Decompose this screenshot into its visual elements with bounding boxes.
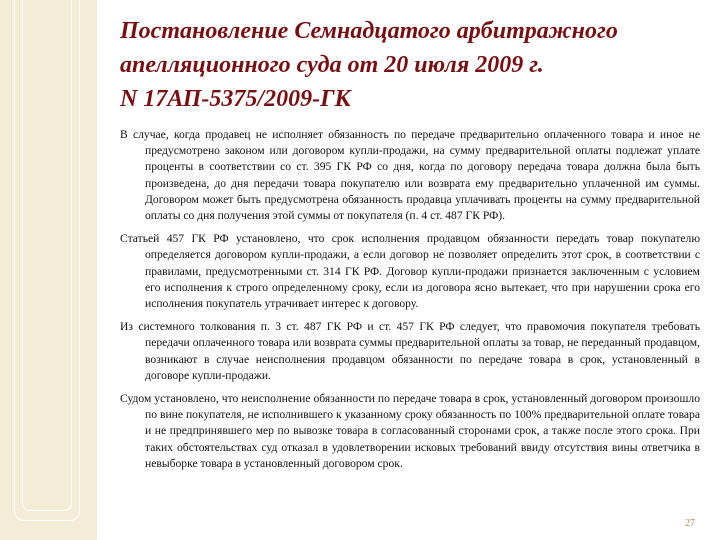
title-line-2: апелляционного суда от 20 июля 2009 г. xyxy=(120,52,544,78)
page-number: 27 xyxy=(685,518,695,529)
title-line-3: N 17АП-5375/2009-ГК xyxy=(120,86,351,112)
paragraph-1: В случае, когда продавец не исполняет обязанность по передаче предварительно оплаченного товара и иное не предусмотрено законом или договором купли-продажи, на сумму предварительной оплаты подлежат уплате проценты в соответствии со ст. 395 ГК РФ со дня, когда по договору передача товара должна была быть произведена, до дня передачи товара покупателю или возврата ему предварительно уплаченной им суммы. Договором может быть предусмотрена обязанность продавца уплачивать проценты на сумму предварительной оплаты со дня получения этой суммы от покупателя (п. 4 ст. 487 ГК РФ). xyxy=(120,128,700,223)
slide-body xyxy=(120,127,700,479)
title-line-1: Постановление Семнадцатого арбитражного xyxy=(120,18,618,44)
paragraph-4: Судом установлено, что неисполнение обязанности по передаче товара в срок, установленный договором произошло по вине покупателя, не исполнившего к указанному сроку обязанность по 100% предварительной оплате товара и не предпринявшего мер по вывозке товара в согласованный сторонами срок, а также после этого срока. При таких обстоятельствах суд отказал в удовлетворении исковых требований ввиду отсутствия вины ответчика в невыборке товара в установленный договором срок. xyxy=(120,392,700,470)
decorative-side-band xyxy=(0,0,97,540)
paragraph-3: Из системного толкования п. 3 ст. 487 ГК РФ и ст. 457 ГК РФ следует, что правомочия покупателя требовать передачи оплаченного товара или возврата суммы предварительной оплаты за товар, не переданный продавцом, возникают в случае неисполнения продавцом обязанности по передаче товара в срок, установленный в договоре купли-продажи. xyxy=(120,320,700,382)
slide-title xyxy=(120,14,710,116)
decorative-frame-inner xyxy=(22,0,72,511)
paragraph-2: Статьей 457 ГК РФ установлено, что срок исполнения продавцом обязанности передать товар покупателю определяется договором купли-продажи, а если договор не позволяет определить этот срок, в соответствии с правилами, предусмотренными ст. 314 ГК РФ. Договор купли-продажи признается заключенным с условием его исполнения к строго определенному сроку, если из договора ясно вытекает, что при нарушении срока его исполнения покупатель утрачивает интерес к договору. xyxy=(120,232,700,311)
